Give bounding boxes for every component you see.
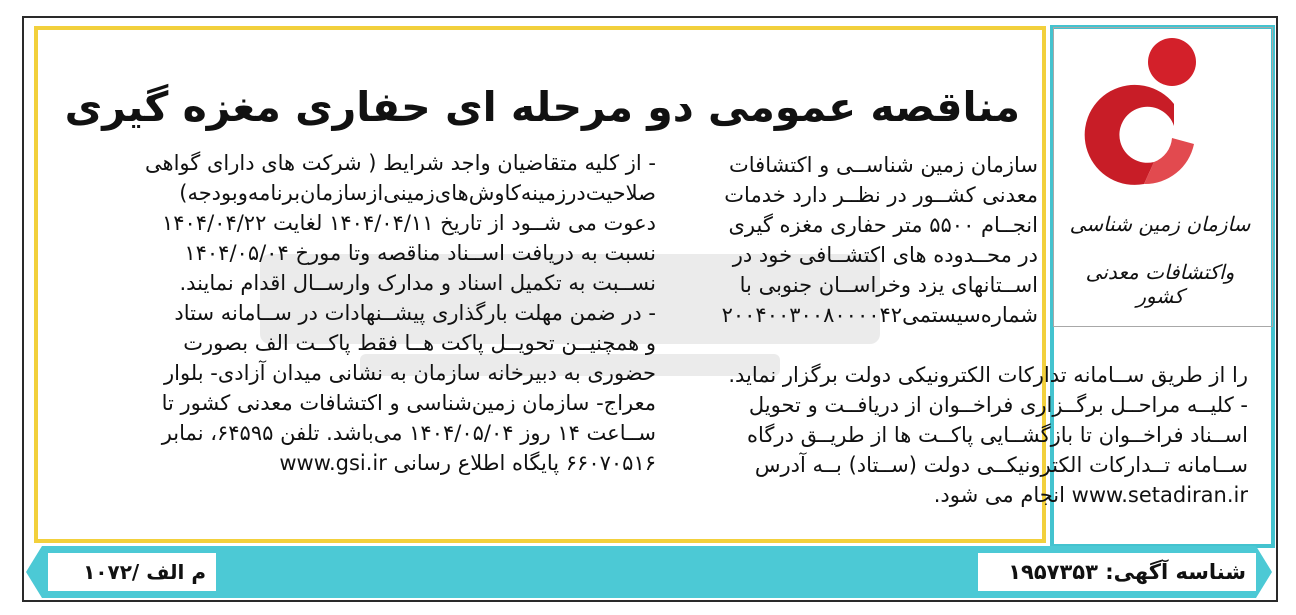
text-line: ســاعت ۱۴ روز ۱۴۰۴/۰۵/۰۴ می‌باشد. تلفن ۶۴۵۹۵، نمابر: [161, 421, 656, 445]
text-line: انجــام ۵۵۰۰ متر حفاری مغزه گیری: [728, 213, 1038, 237]
right-column-lower-text: [660, 360, 1248, 510]
text-line: شماره‌سیستمی۲۰۰۴۰۰۳۰۰۸۰۰۰۰۴۲: [721, 303, 1038, 327]
notice-id-label: شناسه آگهی: ۱۹۵۷۳۵۳: [978, 553, 1256, 591]
page-title: مناقصه عمومی دو مرحله ای حفاری مغزه گیری: [64, 83, 1020, 131]
text-line: در محــدوده های اکتشــافی خود در: [732, 243, 1038, 267]
text-line: - کلیــه مراحــل برگــزاری فراخــوان از دریافــت و تحویل: [748, 393, 1248, 417]
text-line: ســامانه تــدارکات الکترونیکــی دولت (ســتاد) بــه آدرس: [754, 453, 1248, 477]
text-line: - در ضمن مهلت بارگذاری پیشــنهادات در ســامانه ستاد: [174, 301, 656, 325]
text-line: معدنی کشــور در نظــر دارد خدمات: [724, 183, 1038, 207]
text-line: www.setadiran.ir انجام می شود.: [933, 483, 1248, 507]
text-line: نســبت به تکمیل اسناد و مدارک وارســال اقدام نمایند.: [179, 271, 656, 295]
text-line: - از کلیه متقاضیان واجد شرایط ( شرکت های دارای گواهی: [145, 151, 656, 175]
org-name-line2: واکتشافات معدنی کشور: [1085, 260, 1235, 308]
text-line: و همچنیــن تحویــل پاکت هــا فقط پاکــت الف بصورت: [183, 331, 656, 355]
text-line: صلاحیت‌درزمینه‌کاوش‌های‌زمینی‌ازسازمان‌برنامه‌وبودجه): [179, 181, 656, 205]
text-line: ۶۶۰۷۰۵۱۶ پایگاه اطلاع رسانی www.gsi.ir: [279, 451, 656, 475]
organization-logo-icon: [1074, 34, 1230, 194]
org-name-line1: سازمان زمین شناسی: [1069, 212, 1251, 236]
text-line: سازمان زمین شناســی و اکتشافات: [728, 153, 1038, 177]
text-line: معراج- سازمان زمین‌شناسی و اکتشافات معدنی کشور تا: [161, 391, 656, 415]
right-column-text: [676, 150, 1038, 330]
left-column-text: [50, 148, 656, 478]
text-line: حضوری به دبیرخانه سازمان به نشانی میدان آزادی- بلوار: [163, 361, 656, 385]
text-line: نسبت به دریافت اســناد مناقصه وتا مورخ ۱۴۰۴/۰۵/۰۴: [184, 241, 656, 265]
text-line: اســتانهای یزد وخراســان جنوبی با: [739, 273, 1038, 297]
text-line: را از طریق ســامانه تدارکات الکترونیکی دولت برگزار نماید.: [728, 363, 1248, 387]
text-line: اســناد فراخــوان تا بازگشــایی پاکــت ها از طریــق درگاه: [747, 423, 1248, 447]
notice-code-label: م الف /۱۰۷۲: [48, 553, 216, 591]
text-line: دعوت می شــود از تاریخ ۱۴۰۴/۰۴/۱۱ لغایت ۱۴۰۴/۰۴/۲۲: [161, 211, 656, 235]
